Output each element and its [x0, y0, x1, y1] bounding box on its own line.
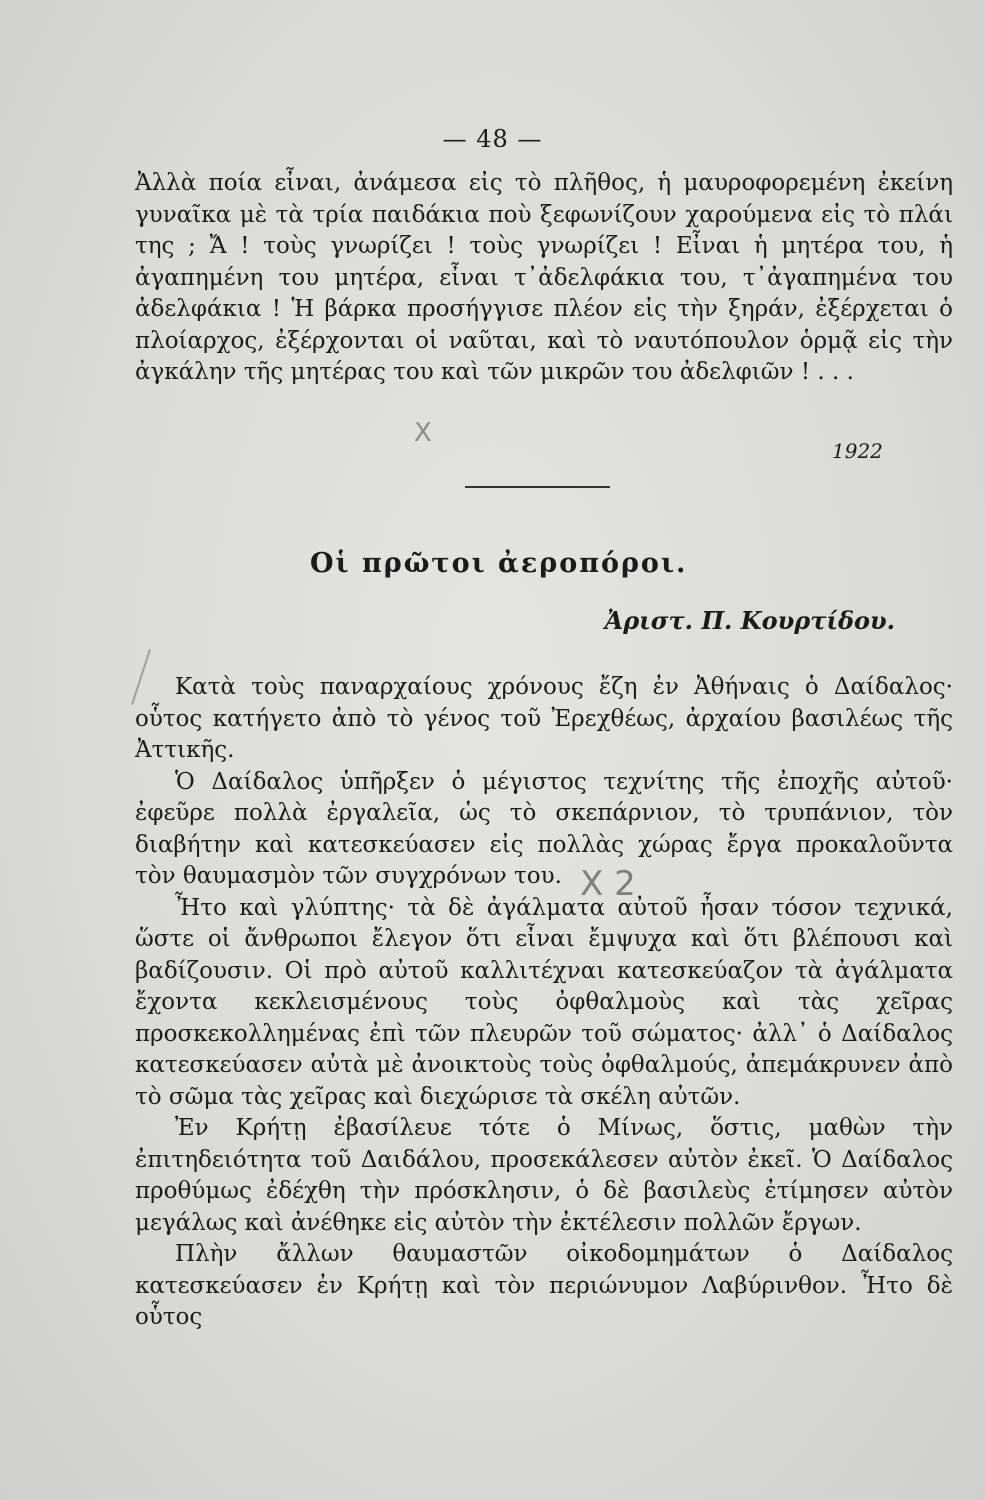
paragraph: Ἐν Κρήτῃ ἐβασίλευε τότε ὁ Μίνως, ὅστις, μαθὼν τὴν ἐπιτηδειότητα τοῦ Δαιδάλου, προσεκάλεσεν αὐτὸν ἐκεῖ. Ὁ Δαίδαλος προθύμως ἐδέχθη τὴν πρόσκλησιν, ὁ δὲ βασιλεὺς ἐτίμησεν αὐτὸν μεγάλως καὶ ἀνέθηκε εἰς αὐτὸν τὴν ἐκτέλεσιν πολλῶν ἔργων.: [135, 1115, 953, 1236]
paragraph: Πλὴν ἄλλων θαυμαστῶν οἰκοδομημάτων ὁ Δαίδαλος κατεσκεύασεν ἐν Κρήτῃ καὶ τὸν περιώνυμον Λαβύρινθον. Ἦτο δὲ οὗτος: [135, 1241, 953, 1330]
paragraph: Ἀλλὰ ποία εἶναι, ἀνάμεσα εἰς τὸ πλῆθος, ἡ μαυροφορεμένη ἐκείνη γυναῖκα μὲ τὰ τρία παιδάκια ποὺ ξεφωνίζουν χαρούμενα εἰς τὸ πλάι της ; Ἄ ! τοὺς γνωρίζει ! τοὺς γνωρίζει ! Εἶναι ἡ μητέρα του, ἡ ἀγαπημένη του μητέρα, εἶναι τ᾽ἀδελφάκια του, τ᾽ἀγαπημένα του ἀδελφάκια ! Ἡ βάρκα προσήγγισε πλέον εἰς τὴν ξηράν, ἐξέρχεται ὁ πλοίαρχος, ἐξέρχονται οἱ ναῦται, καὶ τὸ ναυτόπουλον ὁρμᾷ εἰς τὴν ἀγκάλην τῆς μητέρας του καὶ τῶν μικρῶν του ἀδελφιῶν ! . . .: [135, 170, 953, 385]
continued-text: [135, 168, 953, 389]
section-divider: [465, 486, 610, 488]
pencil-mark: X 2: [580, 864, 636, 904]
paragraph: Ὁ Δαίδαλος ὑπῆρξεν ὁ μέγιστος τεχνίτης τῆς ἐποχῆς αὐτοῦ· ἐφεῦρε πολλὰ ἐργαλεῖα, ὡς τὸ σκεπάρνιον, τὸ τρυπάνιον, τὸν διαβήτην καὶ κατεσκεύασεν εἰς πολλὰς χώρας ἔργα προκαλοῦντα τὸν θαυμασμὸν τῶν συγχρόνων του.: [135, 768, 953, 889]
page-number: — 48 —: [442, 125, 543, 153]
section-title: Οἱ πρῶτοι ἀεροπόροι.: [310, 548, 688, 579]
author-credit: Ἀριστ. Π. Κουρτίδου.: [604, 606, 895, 635]
paragraph: Κατὰ τοὺς παναρχαίους χρόνους ἔζη ἐν Ἀθήναις ὁ Δαίδαλος· οὗτος κατήγετο ἀπὸ τὸ γένος τοῦ Ἐρεχθέως, ἀρχαίου βασιλέως τῆς Ἀττικῆς.: [135, 674, 953, 763]
article-body: [135, 672, 953, 1334]
pencil-mark: X: [414, 418, 432, 448]
paragraph: Ἦτο καὶ γλύπτης· τὰ δὲ ἀγάλματα αὐτοῦ ἦσαν τόσον τεχνικά, ὥστε οἱ ἄνθρωποι ἔλεγον ὅτι εἶναι ἔμψυχα καὶ ὅτι βλέπουσι καὶ βαδίζουσιν. Οἱ πρὸ αὐτοῦ καλλιτέχναι κατεσκεύαζον τὰ ἀγάλματα ἔχοντα κεκλεισμένους τοὺς ὀφθαλμοὺς καὶ τὰς χεῖρας προσκεκολλημένας ἐπὶ τῶν πλευρῶν τοῦ σώματος· ἀλλ᾽ ὁ Δαίδαλος κατεσκεύασεν αὐτὰ μὲ ἀνοικτοὺς τοὺς ὀφθαλμούς, ἀπεμάκρυνεν ἀπὸ τὸ σῶμα τὰς χεῖρας καὶ διεχώρισε τὰ σκέλη αὐτῶν.: [135, 894, 953, 1110]
story-date: 1922: [832, 439, 883, 463]
